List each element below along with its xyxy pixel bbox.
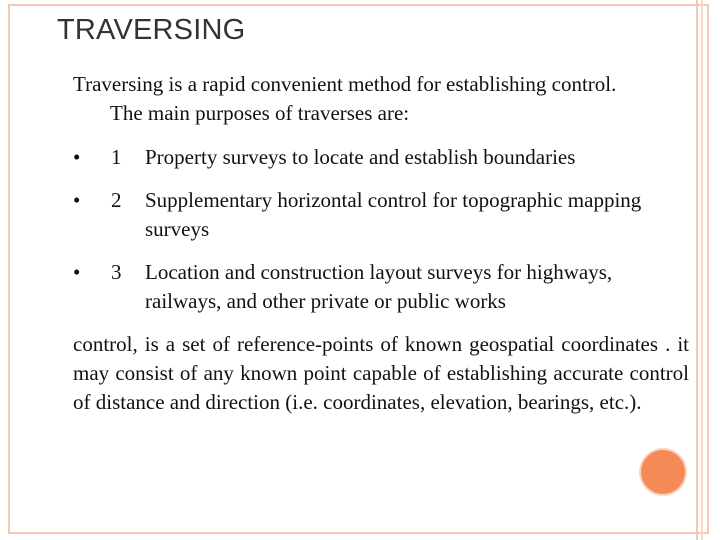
decorative-circle bbox=[641, 450, 685, 494]
definition-paragraph: control, is a set of reference-points of known geospatial coordinates . it may consist of any known point capable of establishing accurate control of distance and direction (i.e. coordinates, elevation, bearings, etc.). bbox=[73, 332, 689, 414]
intro-paragraph bbox=[73, 70, 693, 128]
bullet-marker: • bbox=[73, 260, 81, 284]
slide-edge-line bbox=[696, 0, 698, 540]
bullet-text: Property surveys to locate and establish boundaries bbox=[145, 145, 576, 169]
slide-edge-line-outer bbox=[701, 0, 703, 540]
bullet-number: 1 bbox=[111, 145, 122, 169]
bullet-number: 2 bbox=[111, 188, 122, 212]
bullet-text: Supplementary horizontal control for topographic mapping surveys bbox=[145, 188, 642, 241]
intro-line-1: Traversing is a rapid convenient method for establishing control. bbox=[73, 72, 617, 96]
bullet-marker: • bbox=[73, 188, 81, 212]
intro-line-2: The main purposes of traverses are: bbox=[110, 101, 410, 125]
bullet-marker: • bbox=[73, 145, 81, 169]
bullet-number: 3 bbox=[111, 260, 122, 284]
slide-title: TRAVERSING bbox=[57, 14, 246, 46]
bullet-text: Location and construction layout surveys for highways, railways, and other private or public works bbox=[145, 260, 613, 313]
